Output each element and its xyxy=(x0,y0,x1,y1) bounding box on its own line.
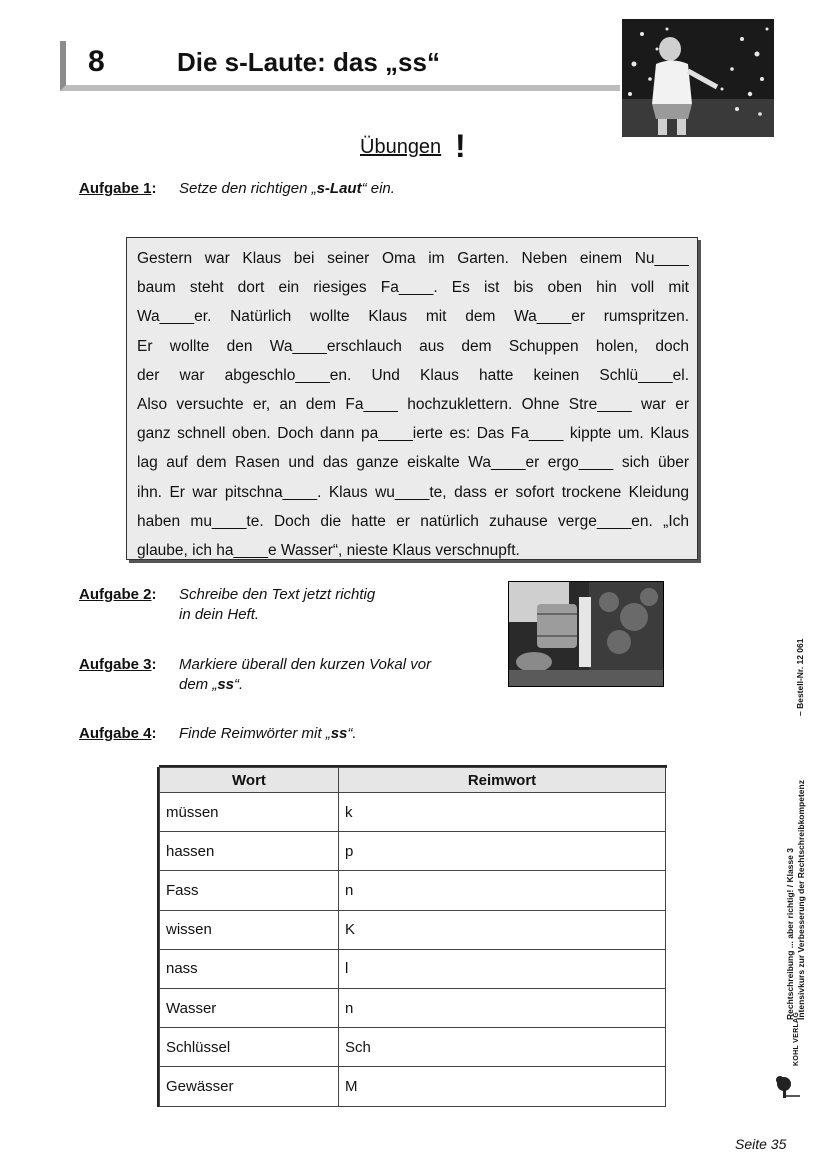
cloze-line: Wa____er. Natürlich wollte Klaus mit dem Wa____er rumspritzen. xyxy=(137,308,689,326)
word-cell: Gewässer xyxy=(160,1067,339,1106)
cloze-line: ihn. Er war pitschna____. Klaus wu____te, dass er sofort trockene Kleidung xyxy=(137,483,689,501)
page-number: Seite 35 xyxy=(735,1136,787,1152)
rhyme-cell[interactable]: l xyxy=(339,949,666,988)
table-row xyxy=(160,1067,666,1106)
exclamation-icon: ! xyxy=(455,128,466,164)
word-cell: müssen xyxy=(160,793,339,832)
garden-barrel-photo xyxy=(508,581,664,687)
cloze-line: der war abgeschlo____en. Und Klaus hatte keinen Schlü____el. xyxy=(137,366,689,384)
cloze-line: Also versuchte er, an dem Fa____ hochzuklettern. Ohne Stre____ war er xyxy=(137,395,689,413)
rhyme-cell[interactable]: K xyxy=(339,910,666,949)
rhyme-cell[interactable]: Sch xyxy=(339,1028,666,1067)
table-row xyxy=(160,793,666,832)
word-cell: hassen xyxy=(160,832,339,871)
cloze-line: baum steht dort ein riesiges Fa____. Es ist bis oben hin voll mit xyxy=(137,279,689,297)
sidebar-book-info: Rechtschreibung ... aber richtig! / Klasse 3 Intensivkurs zur Verbesserung der Rechtschreibkompetenz xyxy=(785,780,806,1020)
word-cell: Fass xyxy=(160,871,339,910)
table-row xyxy=(160,910,666,949)
task-1-label: Aufgabe 1: xyxy=(79,180,157,197)
table-row xyxy=(160,988,666,1027)
rhyme-cell[interactable]: n xyxy=(339,871,666,910)
rhyme-cell[interactable]: n xyxy=(339,988,666,1027)
task-4-label: Aufgabe 4: xyxy=(79,725,157,742)
rhyme-table xyxy=(159,767,666,1107)
section-heading: Übungen xyxy=(360,136,442,158)
word-cell: nass xyxy=(160,949,339,988)
table-row xyxy=(160,832,666,871)
task-2-label: Aufgabe 2: xyxy=(79,586,157,603)
word-cell: Schlüssel xyxy=(160,1028,339,1067)
task-3-instruction: Markiere überall den kurzen Vokal vor dem „ss“. xyxy=(179,656,432,693)
cloze-line: haben mu____te. Doch die hatte er natürlich zuhause verge____en. „Ich xyxy=(137,512,689,530)
task-3-label: Aufgabe 3: xyxy=(79,656,157,673)
task-4-instruction: Finde Reimwörter mit „ss“. xyxy=(179,725,357,742)
rhyme-cell[interactable]: p xyxy=(339,832,666,871)
cloze-line: Gestern war Klaus bei seiner Oma im Garten. Neben einem Nu____ xyxy=(137,250,689,267)
word-cell: wissen xyxy=(160,910,339,949)
task-2-instruction: Schreibe den Text jetzt richtig in dein Heft. xyxy=(179,586,376,623)
child-splash-photo xyxy=(622,19,774,137)
tree-logo-icon xyxy=(774,1070,806,1100)
table-row xyxy=(160,949,666,988)
chapter-title: Die s-Laute: das „ss“ xyxy=(177,47,440,77)
rhyme-cell[interactable]: M xyxy=(339,1067,666,1106)
table-row xyxy=(160,1028,666,1067)
cloze-line: glaube, ich ha____e Wasser“, nieste Klaus verschnupft. xyxy=(137,541,520,559)
cloze-line: ganz schnell oben. Doch dann pa____ierte es: Das Fa____ kippte um. Klaus xyxy=(137,425,689,443)
cloze-text-box xyxy=(126,237,698,560)
rhyme-cell[interactable]: k xyxy=(339,793,666,832)
word-cell: Wasser xyxy=(160,988,339,1027)
table-header-row xyxy=(160,768,666,793)
task-1-instruction: Setze den richtigen „s-Laut“ ein. xyxy=(179,180,395,197)
sidebar-order-number: – Bestell-Nr. 12 061 xyxy=(795,638,805,716)
publisher-logo: KOHL VERLAG xyxy=(793,1011,800,1066)
table-row xyxy=(160,871,666,910)
column-header-wort: Wort xyxy=(160,768,339,793)
cloze-line: Er wollte den Wa____erschlauch aus dem Schuppen holen, doch xyxy=(137,337,689,355)
chapter-number: 8 xyxy=(88,45,105,78)
column-header-reimwort: Reimwort xyxy=(339,768,666,793)
cloze-line: lag auf dem Rasen und das ganze eiskalte Wa____er ergo____ sich über xyxy=(137,454,689,472)
